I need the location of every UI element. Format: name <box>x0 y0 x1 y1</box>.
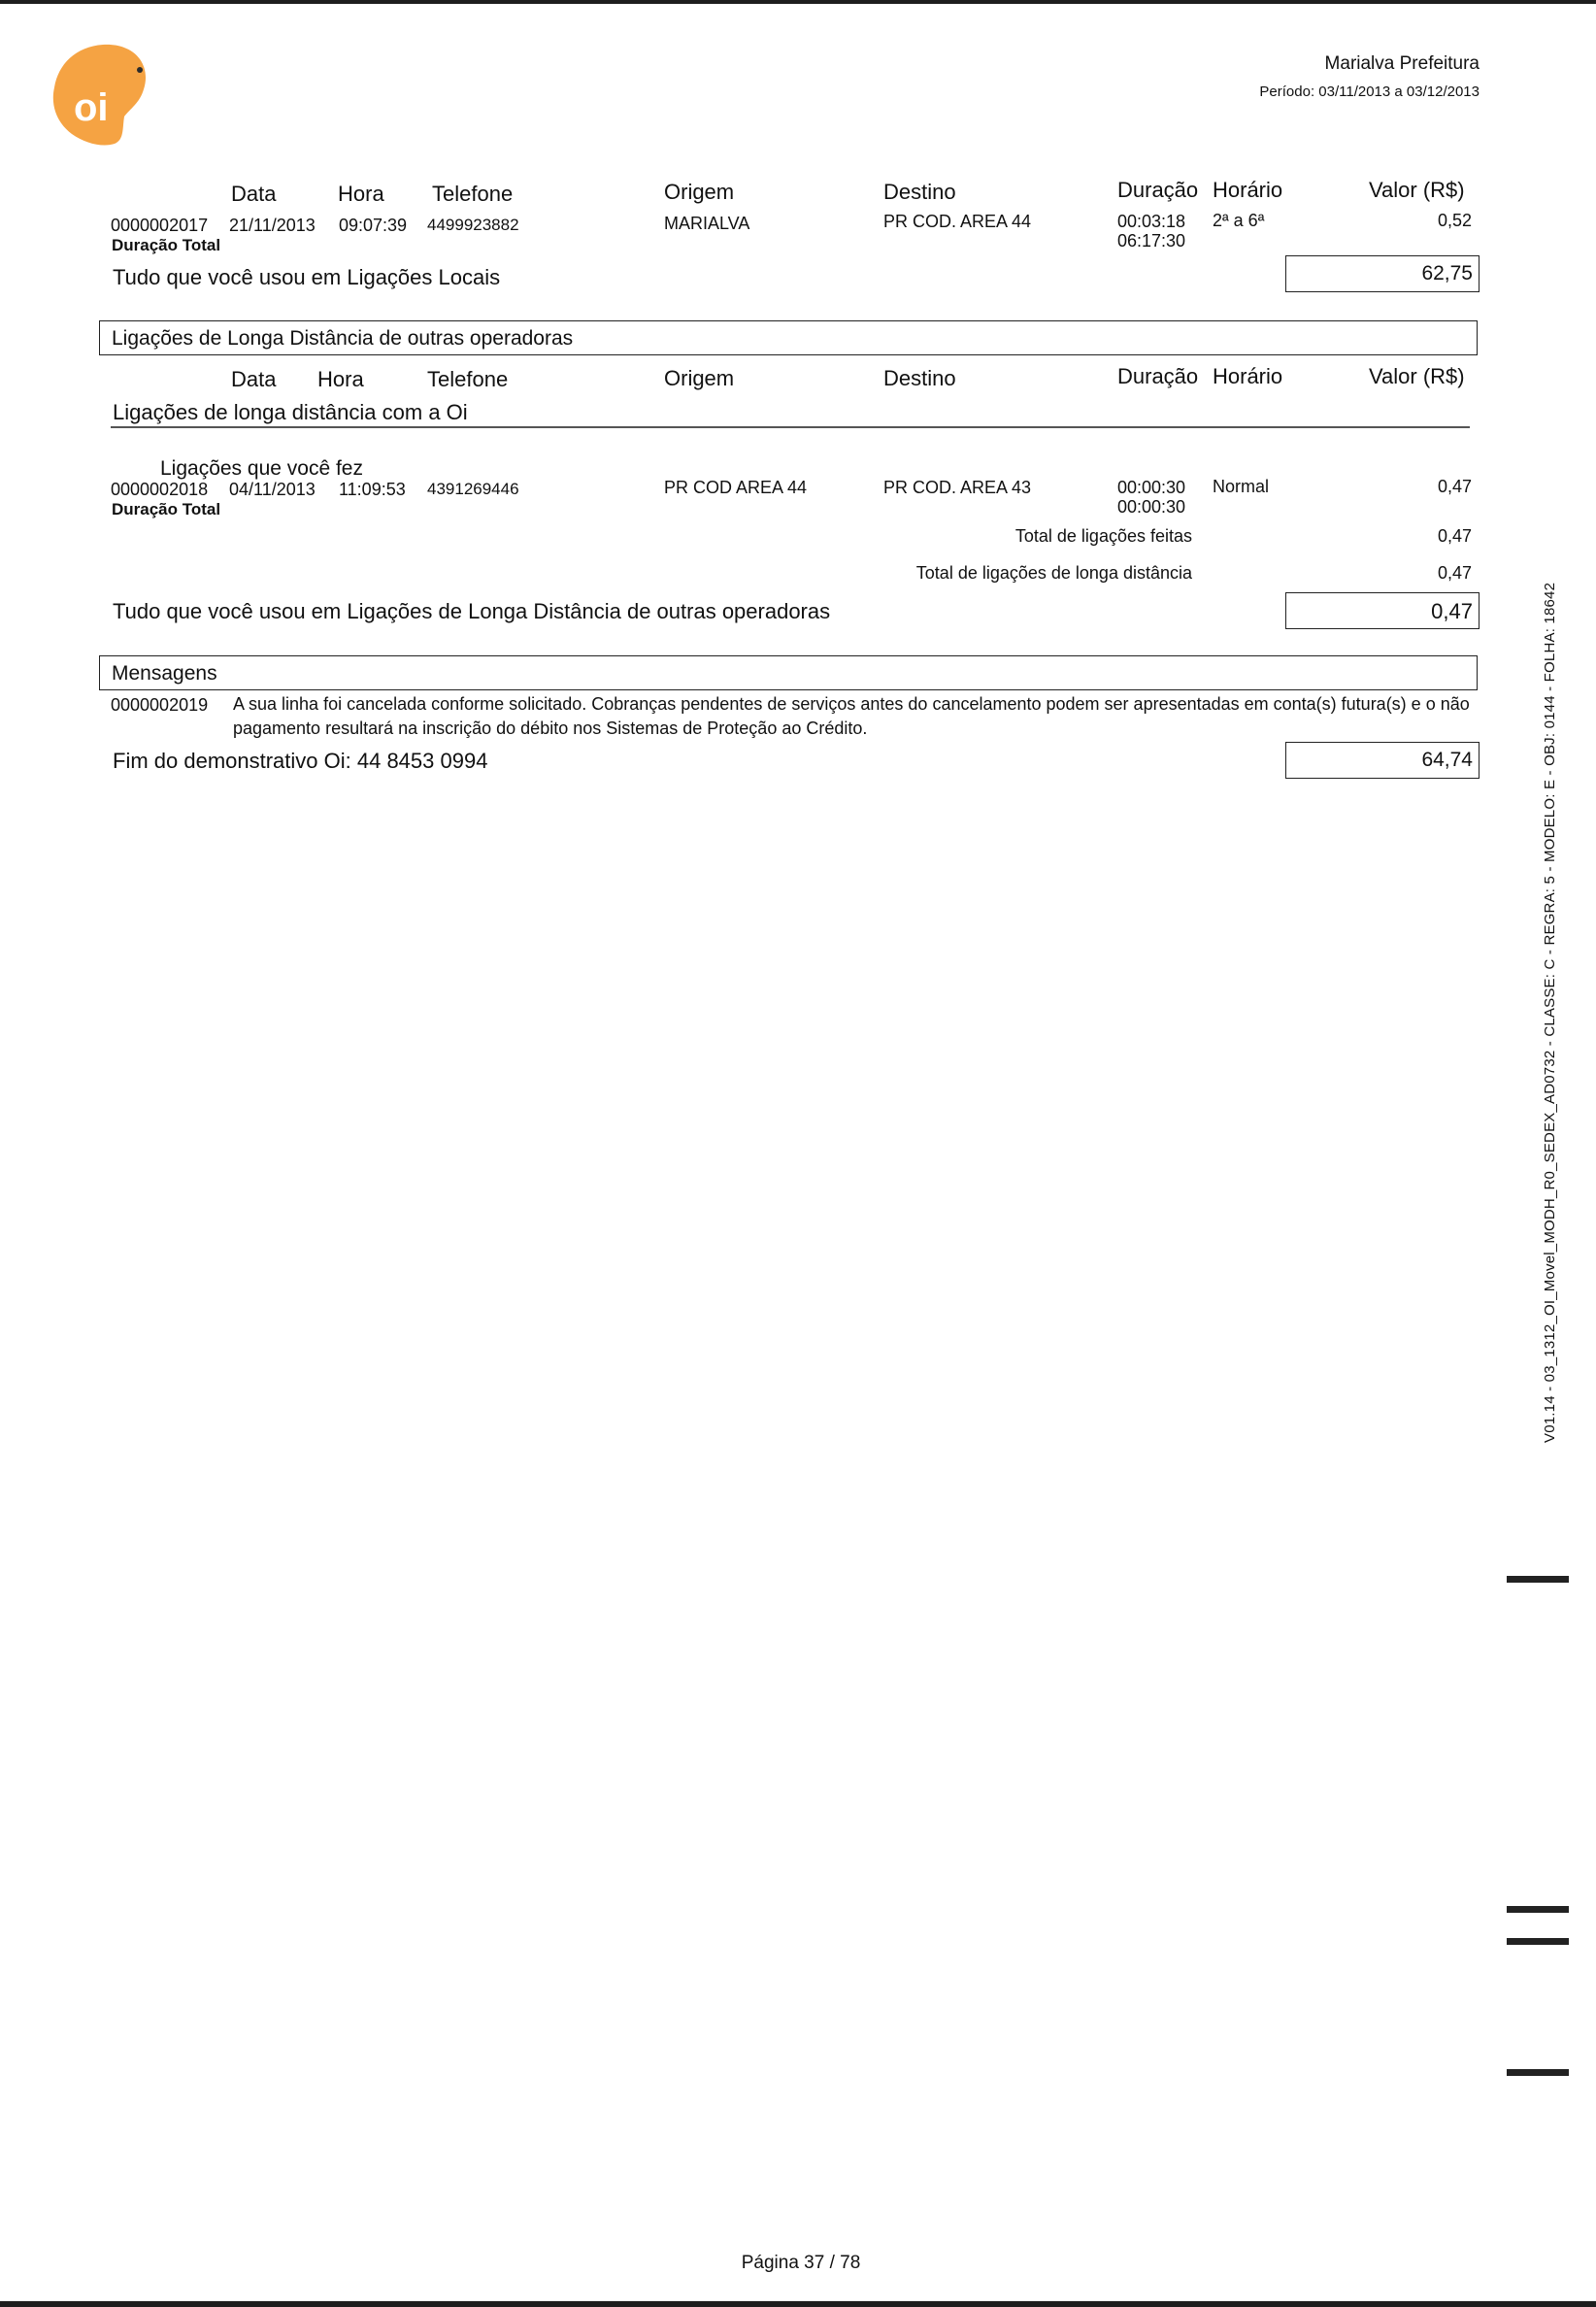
call-origin: MARIALVA <box>664 214 750 233</box>
billing-period: Período: 03/11/2013 a 03/12/2013 <box>1259 84 1480 100</box>
ld-col-header-origin: Origem <box>664 366 735 390</box>
ld-col-header-schedule: Horário <box>1213 364 1283 388</box>
long-distance-section-title: Ligações de Longa Distância de outras operadoras <box>99 320 1478 355</box>
col-header-destination: Destino <box>883 180 956 204</box>
call-date: 21/11/2013 <box>229 216 316 235</box>
oi-logo <box>47 39 155 148</box>
bottom-border <box>0 2301 1596 2307</box>
ld-total: 0,47 <box>1285 592 1480 629</box>
messages-section-title: Mensagens <box>99 655 1478 690</box>
calls-made-label: Ligações que você fez <box>160 457 363 480</box>
total-calls-value: 0,47 <box>1437 526 1472 546</box>
registration-mark <box>1507 1576 1569 1583</box>
registration-mark <box>1507 1938 1569 1945</box>
ld-call-phone: 4391269446 <box>427 480 519 498</box>
statement-total: 64,74 <box>1285 742 1480 779</box>
call-schedule: 2ª a 6ª <box>1213 211 1265 230</box>
logo-text: oi <box>74 86 109 129</box>
col-header-time: Hora <box>338 182 384 206</box>
ld-call-destination: PR COD. AREA 43 <box>883 478 1032 497</box>
registration-mark <box>1507 1906 1569 1913</box>
message-id: 0000002019 <box>111 695 209 715</box>
ld-divider <box>111 426 1470 428</box>
ld-duration-total-label: Duração Total <box>112 500 221 518</box>
ld-call-duration: 00:00:30 <box>1117 478 1186 497</box>
ld-call-value: 0,47 <box>1437 477 1472 496</box>
ld-subheading: Ligações de longa distância com a Oi <box>113 400 468 424</box>
ld-col-header-phone: Telefone <box>427 367 509 391</box>
ld-col-header-destination: Destino <box>883 366 956 390</box>
end-of-statement-label: Fim do demonstrativo Oi: 44 8453 0994 <box>113 749 488 773</box>
call-duration: 00:03:18 <box>1117 212 1186 231</box>
ld-call-id: 0000002018 <box>111 480 209 499</box>
call-value: 0,52 <box>1437 211 1472 230</box>
ld-col-header-value: Valor (R$) <box>1369 364 1465 388</box>
ld-call-origin: PR COD AREA 44 <box>664 478 808 497</box>
call-phone: 4499923882 <box>427 216 519 234</box>
ld-call-date: 04/11/2013 <box>229 480 316 499</box>
local-calls-total: 62,75 <box>1285 255 1480 292</box>
call-destination: PR COD. AREA 44 <box>883 212 1032 231</box>
ld-summary-label: Tudo que você usou em Ligações de Longa Distância de outras operadoras <box>113 599 831 623</box>
local-calls-summary-label: Tudo que você usou em Ligações Locais <box>113 265 501 289</box>
page-number: Página 37 / 78 <box>741 2253 861 2273</box>
ld-col-header-date: Data <box>231 367 277 391</box>
ld-call-time: 11:09:53 <box>339 480 406 499</box>
registration-mark <box>1507 2069 1569 2076</box>
ld-duration-total-value: 00:00:30 <box>1117 497 1186 517</box>
col-header-phone: Telefone <box>432 182 514 206</box>
company-name: Marialva Prefeitura <box>1324 53 1480 74</box>
call-id: 0000002017 <box>111 216 209 235</box>
top-border <box>0 0 1596 4</box>
col-header-schedule: Horário <box>1213 178 1283 202</box>
ld-col-header-time: Hora <box>317 367 364 391</box>
duration-total-value: 06:17:30 <box>1117 231 1186 251</box>
duration-total-label: Duração Total <box>112 236 221 254</box>
col-header-date: Data <box>231 182 277 206</box>
total-calls-label: Total de ligações feitas <box>1014 526 1192 546</box>
col-header-duration: Duração <box>1117 178 1199 202</box>
col-header-origin: Origem <box>664 180 735 204</box>
message-text: A sua linha foi cancelada conforme solicitado. Cobranças pendentes de serviços antes do cancelamento podem ser apresentadas em conta(s) futura(s) e o não pagamento resultará na inscrição do débito nos Sistemas de Proteção ao Crédito. <box>233 694 1470 738</box>
total-ld-label: Total de ligações de longa distância <box>915 563 1192 583</box>
side-control-code: V01.14 - 03_1312_OI_Movel_MODH_R0_SEDEX_AD0732 - CLASSE: C - REGRA: 5 - MODELO: E - OBJ: 0144 - FOLHA: 18642 <box>1542 582 1558 1443</box>
total-ld-value: 0,47 <box>1437 563 1472 583</box>
col-header-value: Valor (R$) <box>1369 178 1465 202</box>
call-time: 09:07:39 <box>339 216 408 235</box>
ld-col-header-duration: Duração <box>1117 364 1199 388</box>
ld-call-schedule: Normal <box>1213 477 1270 496</box>
